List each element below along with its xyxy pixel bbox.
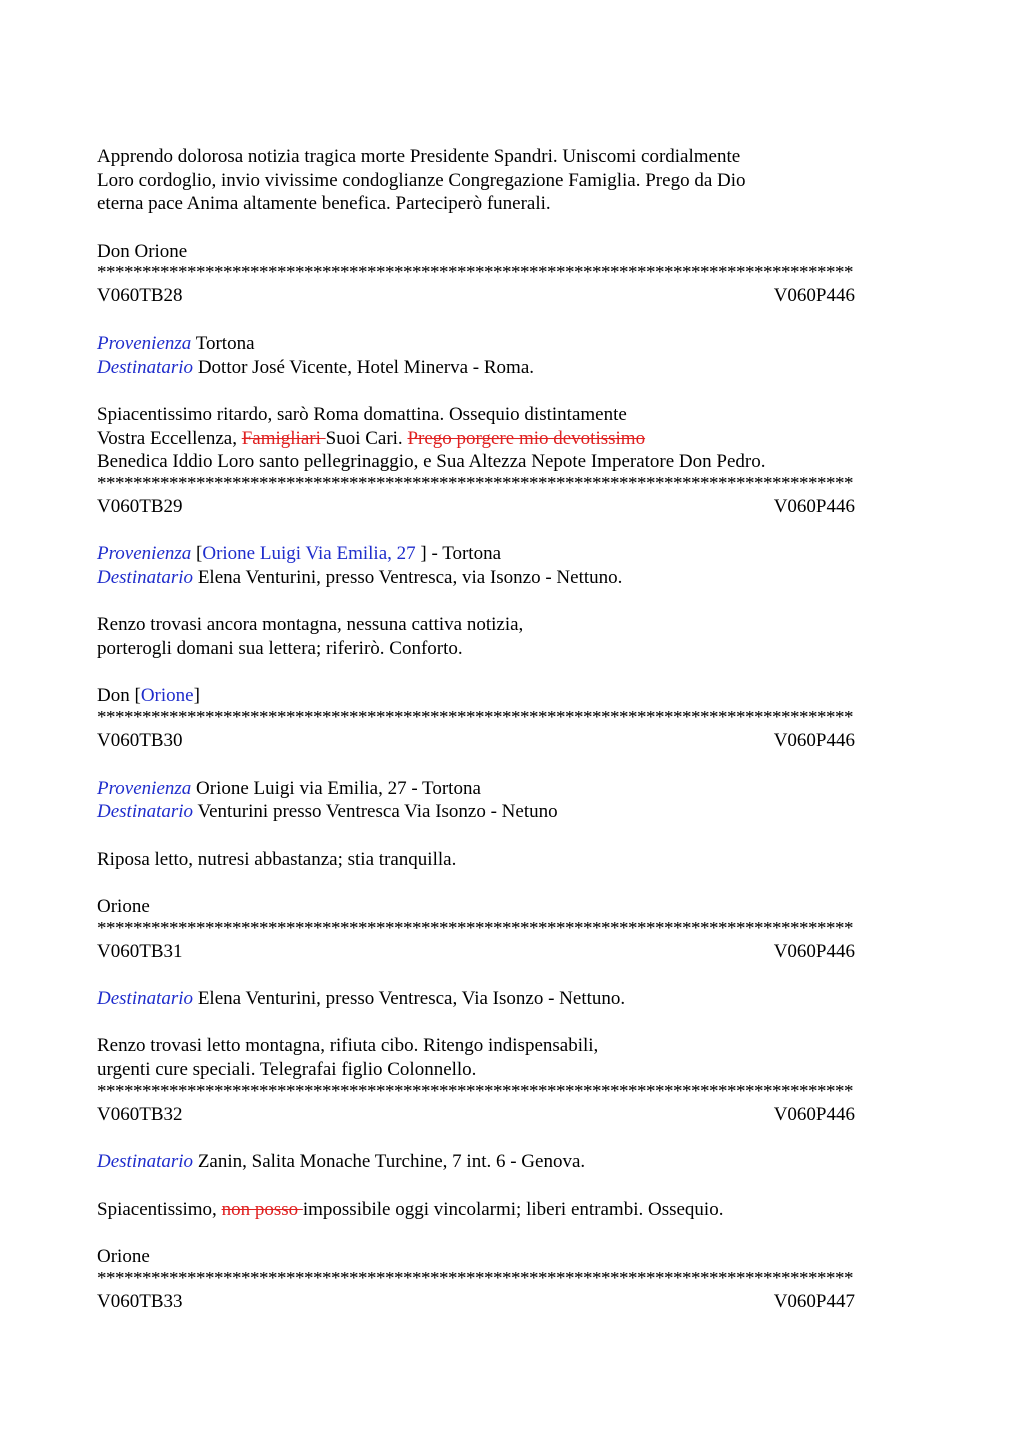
intro-line-3: eterna pace Anima altamente benefica. Parteciperò funerali. — [97, 193, 551, 215]
intro-line-1: Apprendo dolorosa notizia tragica morte Presidente Spandri. Uniscomi cordialmente — [97, 146, 741, 167]
signature-editorial: Orione — [140, 685, 194, 707]
body-line-3: Benedica Iddio Loro santo pellegrinaggio, e Sua Altezza Nepote Imperatore Don Pedro. — [97, 451, 766, 473]
provenienza-label: Provenienza — [97, 777, 192, 799]
text-segment: Don [ — [97, 685, 141, 707]
destinatario-label: Destinatario — [97, 801, 194, 823]
destinatario-line — [97, 987, 927, 1011]
provenienza-value: Tortona — [195, 332, 255, 354]
provenienza-editorial: Orione Luigi Via Emilia, 27 — [202, 543, 421, 565]
provenienza-line — [97, 542, 927, 566]
separator: ************************************************************************************ — [97, 921, 853, 936]
separator: ************************************************************************************ — [97, 1084, 853, 1099]
destinatario-line — [97, 566, 927, 590]
intro-line-2: Loro cordoglio, invio vivissime condoglianze Congregazione Famiglia. Prego da Dio — [97, 169, 746, 191]
record-id: V060TB32 — [97, 1103, 183, 1125]
text-segment: Suoi Cari. — [325, 427, 408, 449]
body-line-2: urgenti cure speciali. Telegrafai figlio Colonnello. — [97, 1059, 477, 1081]
destinatario-line — [97, 1150, 927, 1174]
body-line-2: porterogli domani sua lettera; riferirò. Conforto. — [97, 638, 463, 660]
document-page — [97, 145, 927, 1313]
signature — [97, 684, 927, 708]
text-segment: Spiacentissimo, — [97, 1198, 222, 1220]
destinatario-value: Elena Venturini, presso Ventresca, via Isonzo - Nettuno. — [197, 567, 623, 588]
body-line-2 — [97, 427, 927, 451]
page-ref: V060P446 — [773, 1103, 855, 1125]
destinatario-value: Dottor José Vicente, Hotel Minerva - Roma. — [197, 356, 535, 378]
deleted-text: non posso — [221, 1198, 303, 1220]
body-line-1: Riposa letto, nutresi abbastanza; stia tranquilla. — [97, 848, 457, 870]
record-id: V060TB28 — [97, 285, 183, 307]
destinatario-value: Zanin, Salita Monache Turchine, 7 int. 6 - Genova. — [197, 1151, 586, 1173]
separator: ************************************************************************************ — [97, 1271, 853, 1286]
destinatario-value: Elena Venturini, presso Ventresca, Via Isonzo - Nettuno. — [197, 988, 626, 1009]
destinatario-value: Venturini presso Ventresca Via Isonzo - Netuno — [197, 801, 558, 823]
text-segment: ] — [193, 685, 200, 707]
provenienza-label: Provenienza — [97, 543, 192, 565]
separator: ************************************************************************************ — [97, 711, 853, 726]
deleted-text: Famigliari — [241, 427, 326, 449]
text-segment: Vostra Eccellenza, — [97, 427, 242, 449]
record-id: V060TB29 — [97, 495, 183, 517]
page-ref: V060P446 — [773, 730, 855, 752]
signature: Orione — [97, 1245, 150, 1267]
record-header — [97, 1103, 855, 1127]
page-ref: V060P447 — [773, 1290, 855, 1312]
record-header — [97, 495, 855, 519]
signature: Orione — [97, 895, 150, 917]
page-ref: V060P446 — [773, 940, 855, 962]
provenienza-label: Provenienza — [97, 332, 192, 354]
record-header — [97, 940, 855, 964]
provenienza-close: ] - Tortona — [420, 543, 502, 565]
record-id: V060TB33 — [97, 1290, 183, 1312]
record-id: V060TB30 — [97, 730, 183, 752]
record-header — [97, 729, 855, 753]
provenienza-line — [97, 332, 927, 356]
destinatario-label: Destinatario — [97, 356, 194, 378]
intro-signature: Don Orione — [97, 240, 188, 262]
separator: ************************************************************************************ — [97, 476, 853, 491]
provenienza-open: [ — [196, 543, 203, 565]
page-ref: V060P446 — [773, 285, 855, 307]
text-segment: impossibile oggi vincolarmi; liberi entrambi. Ossequio. — [302, 1198, 724, 1220]
deleted-text: Prego porgere mio devotissimo — [407, 427, 646, 449]
provenienza-line — [97, 777, 927, 801]
provenienza-value: Orione Luigi via Emilia, 27 - Tortona — [196, 777, 481, 799]
record-id: V060TB31 — [97, 940, 183, 962]
destinatario-label: Destinatario — [97, 988, 194, 1009]
destinatario-label: Destinatario — [97, 567, 194, 588]
destinatario-line — [97, 356, 927, 380]
body-line-1: Spiacentissimo ritardo, sarò Roma domattina. Ossequio distintamente — [97, 403, 627, 425]
body-line-1 — [97, 1198, 927, 1222]
separator: ************************************************************************************ — [97, 266, 853, 281]
body-line-1: Renzo trovasi ancora montagna, nessuna cattiva notizia, — [97, 614, 524, 636]
body-line-1: Renzo trovasi letto montagna, rifiuta cibo. Ritengo indispensabili, — [97, 1035, 599, 1057]
destinatario-label: Destinatario — [97, 1151, 194, 1173]
record-header — [97, 284, 855, 308]
page-ref: V060P446 — [773, 495, 855, 517]
record-header — [97, 1290, 855, 1314]
destinatario-line — [97, 800, 927, 824]
